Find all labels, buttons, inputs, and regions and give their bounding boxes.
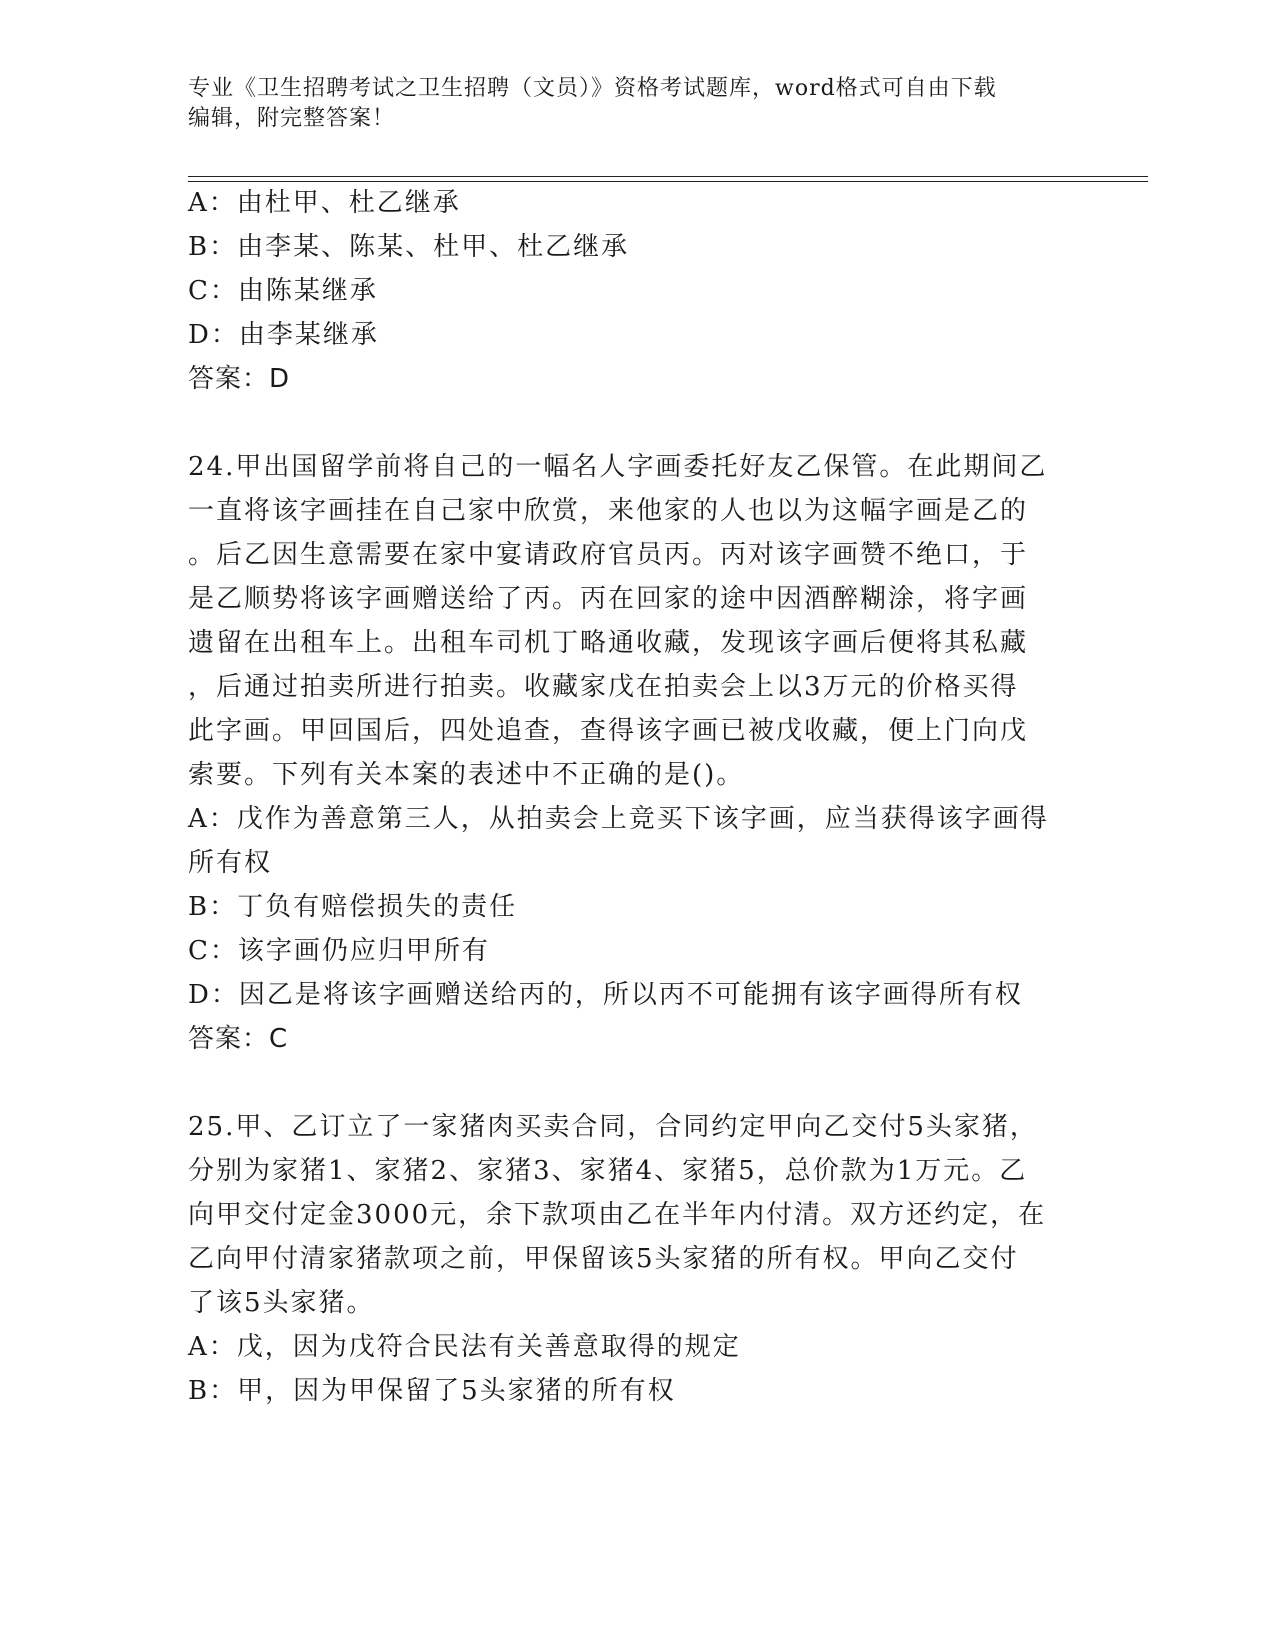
- q25-stem-line: 25.甲、乙订立了一家猪肉买卖合同，合同约定甲向乙交付5头家猪，: [188, 1112, 1038, 1142]
- q25-stem-line: 了该5头家猪。: [188, 1288, 375, 1318]
- q24-stem-line: 一直将该字画挂在自己家中欣赏，来他家的人也以为这幅字画是乙的: [188, 496, 1029, 526]
- q24-answer: 答案：C: [188, 1024, 289, 1054]
- q24-stem-line: 24.甲出国留学前将自己的一幅名人字画委托好友乙保管。在此期间乙: [188, 452, 1048, 482]
- header-divider-bottom: [188, 181, 1148, 182]
- q23-option-a: A：由杜甲、杜乙继承: [188, 188, 461, 218]
- q25-option-a: A：戊，因为戊符合民法有关善意取得的规定: [188, 1332, 741, 1362]
- q24-stem-line: 此字画。甲回国后，四处追查，查得该字画已被戊收藏，便上门向戊: [188, 716, 1029, 746]
- document-header: [188, 74, 1088, 134]
- q23-answer: 答案：D: [188, 364, 291, 394]
- q24-option-d: D：因乙是将该字画赠送给丙的，所以丙不可能拥有该字画得所有权: [188, 980, 1023, 1010]
- q24-stem-line: 索要。下列有关本案的表述中不正确的是()。: [188, 760, 745, 790]
- q24-option-a-continued: 所有权: [188, 848, 273, 878]
- q25-stem-line: 分别为家猪1、家猪2、家猪3、家猪4、家猪5，总价款为1万元。乙: [188, 1156, 1028, 1186]
- q25-stem-line: 乙向甲付清家猪款项之前，甲保留该5头家猪的所有权。甲向乙交付: [188, 1244, 1019, 1274]
- q24-option-b: B：丁负有赔偿损失的责任: [188, 892, 518, 922]
- q25-option-b: B：甲，因为甲保留了5头家猪的所有权: [188, 1376, 676, 1406]
- q23-option-d: D：由李某继承: [188, 320, 379, 350]
- header-line-2: 编辑，附完整答案！: [188, 106, 396, 131]
- q23-option-c: C：由陈某继承: [188, 276, 378, 306]
- q24-stem-line: ，后通过拍卖所进行拍卖。收藏家戊在拍卖会上以3万元的价格买得: [188, 672, 1019, 702]
- header-line-1: 专业《卫生招聘考试之卫生招聘（文员）》资格考试题库，word格式可自由下载: [188, 76, 997, 101]
- q24-stem-line: 遗留在出租车上。出租车司机丁略通收藏，发现该字画后便将其私藏: [188, 628, 1029, 658]
- q23-option-b: B：由李某、陈某、杜甲、杜乙继承: [188, 232, 630, 262]
- q24-option-a: A：戊作为善意第三人，从拍卖会上竞买下该字画，应当获得该字画得: [188, 804, 1049, 834]
- q24-option-c: C：该字画仍应归甲所有: [188, 936, 490, 966]
- header-divider-top: [188, 176, 1148, 177]
- q24-stem-line: 是乙顺势将该字画赠送给了丙。丙在回家的途中因酒醉糊涂，将字画: [188, 584, 1029, 614]
- q24-stem-line: 。后乙因生意需要在家中宴请政府官员丙。丙对该字画赞不绝口，于: [188, 540, 1029, 570]
- q25-stem-line: 向甲交付定金3000元，余下款项由乙在半年内付清。双方还约定，在: [188, 1200, 1047, 1230]
